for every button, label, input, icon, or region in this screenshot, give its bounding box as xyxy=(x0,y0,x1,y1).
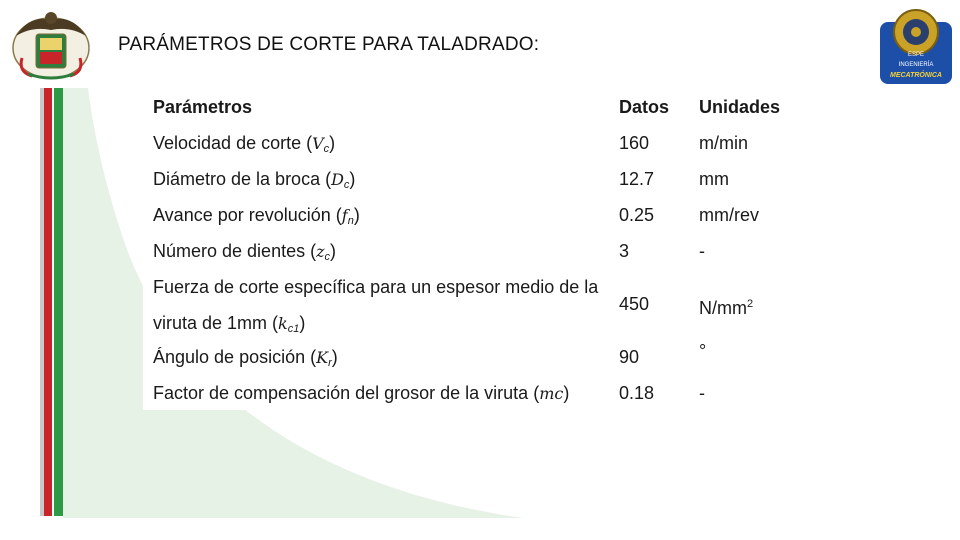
table-row-label-line1: Fuerza de corte específica para un espesor medio de la xyxy=(153,277,599,297)
logo-text-bottom: MECATRÓNICA xyxy=(890,72,942,79)
table-row-unidades: mm/rev xyxy=(699,205,759,225)
logo-text-mid: INGENIERÍA xyxy=(898,62,934,68)
table-row-unidades: mm xyxy=(699,169,729,189)
table-row-label: Avance por revolución $(f_n)$ xyxy=(153,205,360,227)
table-row-datos: 3 xyxy=(619,241,630,261)
mecatronica-logo xyxy=(878,6,954,86)
slide-title: PARÁMETROS DE CORTE PARA TALADRADO: xyxy=(118,34,540,55)
table-row-datos: 12.7 xyxy=(619,169,655,189)
header-unidades: Unidades xyxy=(699,97,781,117)
side-stripe-green xyxy=(54,88,63,516)
header-parametros: Parámetros xyxy=(153,97,253,117)
parameters-table xyxy=(143,88,783,410)
table-row-label: Factor de compensación del grosor de la viruta (mc) xyxy=(153,383,570,403)
table-row-label: Diámetro de la broca $(D_c)$ xyxy=(153,169,356,191)
table-row-unidades: m/min xyxy=(699,133,748,153)
table-row-datos: 0.25 xyxy=(619,205,655,225)
table-row-label-line2: viruta de 1mm $(k_{c1})$ xyxy=(153,313,306,335)
table-row-unidades: - xyxy=(699,383,705,403)
university-crest-logo xyxy=(8,8,94,82)
side-stripe-red xyxy=(44,88,52,516)
table-row-label: Velocidad de corte $(V_c)$ xyxy=(153,133,336,155)
table-row-unidades: - xyxy=(699,241,705,261)
logo-text-top: ESPE xyxy=(907,52,925,58)
table-row-unidades: $N/mm^2$ xyxy=(699,298,754,318)
table-row-unidades: ° xyxy=(699,341,707,361)
table-row-label: Número de dientes $(z_c)$ xyxy=(153,241,337,263)
header-datos: Datos xyxy=(619,97,670,117)
table-row-datos: 90 xyxy=(619,347,640,367)
table-row-datos: 160 xyxy=(619,133,650,153)
table-row-datos: 450 xyxy=(619,294,650,314)
table-row-datos: 0.18 xyxy=(619,383,655,403)
table-row-label: Ángulo de posición $(K_r)$ xyxy=(153,347,338,369)
